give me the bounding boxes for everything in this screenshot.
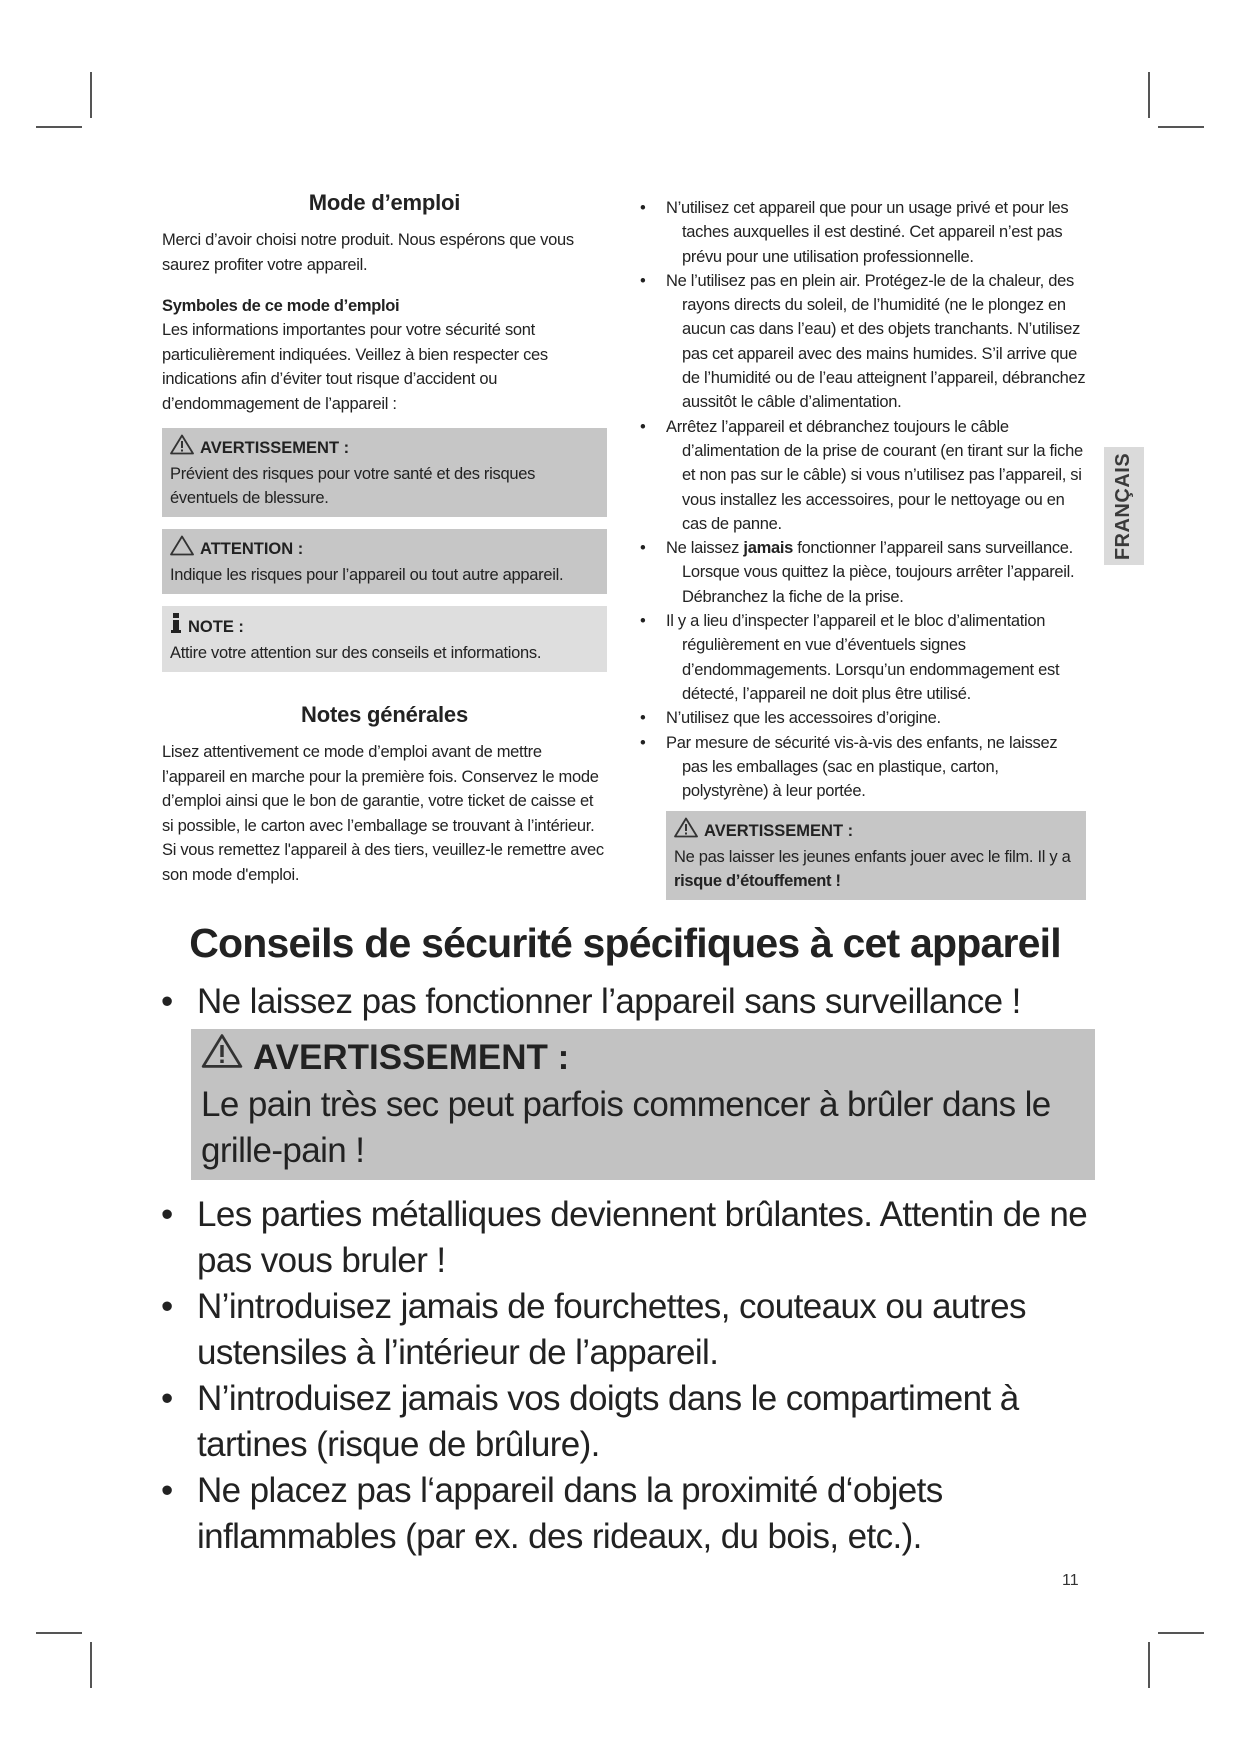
bullet: • [640,733,646,752]
right-column [636,196,1086,900]
symbols-text: Les informations importantes pour votre sécurité sont particulièrement indiquées. Veillez à bien respecter ces indications afin d’éviter tout risque d’accident ou d’endommagement de l’appareil : [162,321,548,413]
bullet: • [640,539,646,558]
list-item: • N’introduisez jamais vos doigts dans le compartiment à tartines (risque de brûlure). [161,1379,1019,1464]
section-title-notes-generales: Notes générales [301,702,468,727]
list-item: • Ne placez pas l‘appareil dans la proximité d‘objets inflammables (par ex. des rideaux, du bois, etc.). [161,1471,943,1556]
warning-triangle-icon [170,434,194,462]
warning-text: Ne pas laisser les jeunes enfants jouer avec le film. Il y a risque d’étouffement ! [674,848,1071,891]
attention-label: ATTENTION : [200,540,304,558]
specific-safety-list [155,979,1095,1025]
attention-text: Indique les risques pour l’appareil ou tout autre appareil. [170,566,564,584]
specific-safety-section [155,920,1095,1560]
note-label: NOTE : [188,617,244,636]
safety-list [636,196,1086,803]
list-item: • N’utilisez cet appareil que pour un usage privé et pour les taches auxquelles il est destiné. Cet appareil n’est pas prévu pour une utilisation professionnelle. [636,196,1086,269]
section-title-mode-emploi: Mode d’emploi [308,190,461,215]
warning-box [162,428,607,517]
bullet: • [640,709,646,728]
children-warning-box [666,811,1086,900]
warning-label: AVERTISSEMENT : [253,1037,570,1077]
bullet: • [640,199,646,217]
list-item: • Ne laissez jamais fonctionner l’appareil sans surveillance. Lorsque vous quittez la pièce, toujours arrêter l’appareil. Débranchez la fiche de la prise. [636,536,1086,609]
specific-safety-list-continued [155,1192,1095,1560]
intro-text: Merci d’avoir choisi notre produit. Nous espérons que vous saurez profiter votre appareil. [162,231,574,274]
warning-label: AVERTISSEMENT : [704,822,854,841]
specific-safety-title: Conseils de sécurité spécifiques à cet appareil [189,920,1061,966]
info-icon [170,612,182,641]
crop-mark [90,1642,92,1688]
list-item: • N’introduisez jamais de fourchettes, couteaux ou autres ustensiles à l’intérieur de l’appareil. [161,1287,1026,1372]
warning-text: Prévient des risques pour votre santé et des risques éventuels de blessure. [170,465,536,507]
warning-label: AVERTISSEMENT : [200,439,350,457]
list-item: • N’utilisez que les accessoires d’origine. [636,706,1086,730]
list-item: • Ne l’utilisez pas en plein air. Protégez-le de la chaleur, des rayons directs du soleil, de l’humidité (ne le plongez en aucun cas dans l’eau) et des objets tranchants. N’utilisez pas cet appareil avec des mains humides. S’il arrive que de l’humidité ou de l’eau atteignent l’appareil, débranchez aussitôt le câble d’alimentation. [636,269,1086,415]
list-item: • Arrêtez l’appareil et débranchez toujours le câble d’alimentation de la prise de courant (en tirant sur la fiche et non pas sur le câble) si vous n’utilisez pas l’appareil, si vous installez les accessoires, pour le nettoyage ou en cas de panne. [636,415,1086,536]
language-tab-label: FRANÇAIS [1112,452,1135,560]
crop-mark [90,72,92,118]
bullet: • [640,271,646,290]
crop-mark [1158,1632,1204,1634]
language-tab [1104,447,1144,565]
attention-box [162,529,607,594]
symbols-heading: Symboles de ce mode d’emploi [162,297,400,315]
page-number: 11 [1062,1572,1079,1589]
list-item: • Il y a lieu d’inspecter l’appareil et le bloc d’alimentation régulièrement en vue d’éventuels signes d’endommagements. Lorsqu’un endommagement est détecté, l’appareil ne doit plus être utilisé. [636,609,1086,706]
attention-triangle-icon [170,535,194,563]
crop-mark [36,126,82,128]
crop-mark [1148,72,1150,118]
bullet: • [640,417,646,436]
note-text: Attire votre attention sur des conseils et informations. [170,644,542,662]
bullet: • [640,612,646,631]
list-item: • Les parties métalliques deviennent brûlantes. Attentin de ne pas vous bruler ! [161,1195,1088,1280]
warning-triangle-icon [674,817,698,845]
crop-mark [1158,126,1204,128]
warning-triangle-icon [201,1033,243,1082]
list-item: • Par mesure de sécurité vis-à-vis des enfants, ne laissez pas les emballages (sac en plastique, carton, polystyrène) à leur portée. [636,731,1086,804]
toaster-warning-box [191,1029,1095,1180]
left-column [162,190,607,887]
crop-mark [1148,1642,1150,1688]
list-item: • Ne laissez pas fonctionner l’appareil sans surveillance ! [161,982,1021,1021]
notes-text: Lisez attentivement ce mode d’emploi avant de mettre l’appareil en marche pour la première fois. Conservez le mode d’emploi ainsi que le bon de garantie, votre ticket de caisse et si possible, le carton avec l’emballage se trouvant à l’intérieur. Si vous remettez l'appareil à des tiers, veuillez-le remettre avec son mode d'emploi. [162,743,604,884]
note-box [162,606,607,672]
warning-text: Le pain très sec peut parfois commencer à brûler dans le grille-pain ! [201,1085,1051,1170]
crop-mark [36,1632,82,1634]
